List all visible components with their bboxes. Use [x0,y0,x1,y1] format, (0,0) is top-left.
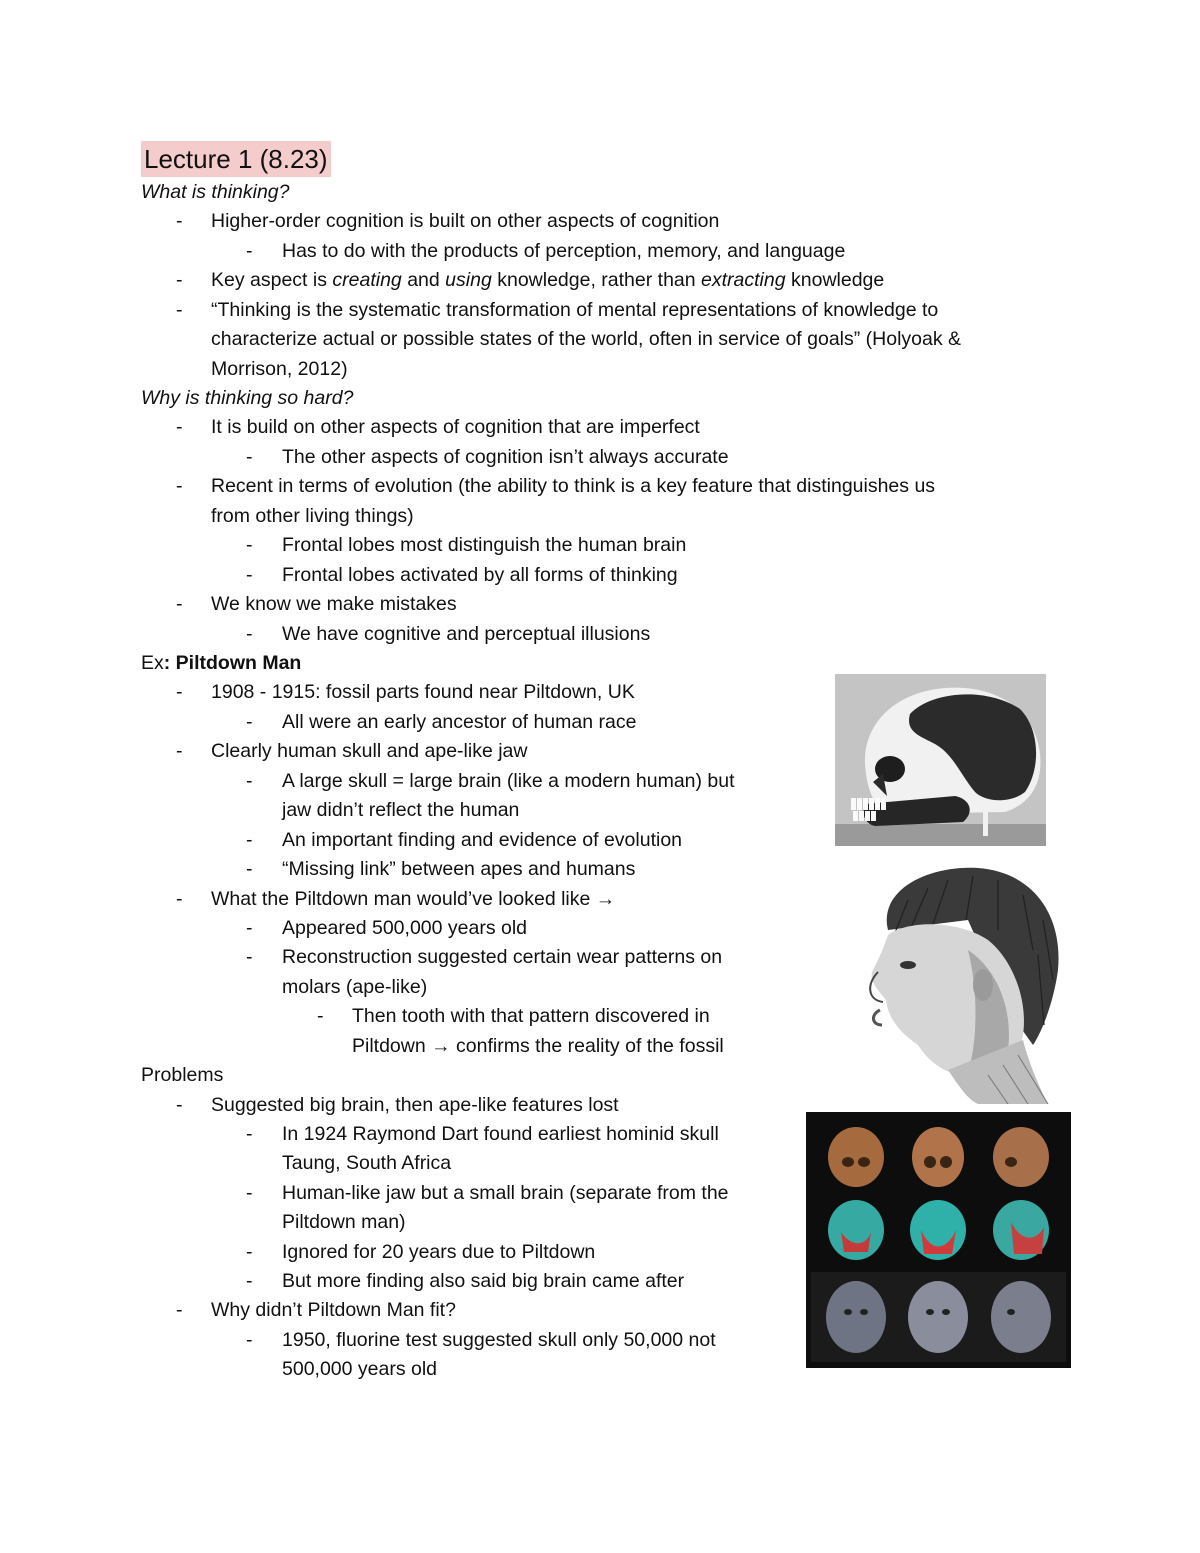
list-item: A large skull = large brain (like a modern human) but [282,770,735,792]
list-item: All were an early ancestor of human race [282,711,637,733]
list-item: Then tooth with that pattern discovered in [352,1005,710,1027]
bullet-dash: - [176,210,183,232]
list-item: Frontal lobes most distinguish the human brain [282,534,687,556]
list-item: We know we make mistakes [211,593,457,615]
piltdown-man-reconstruction-sketch [848,860,1074,1104]
bullet-dash: - [317,1005,324,1027]
list-item: Higher-order cognition is built on other aspects of cognition [211,210,720,232]
list-item: In 1924 Raymond Dart found earliest hominid skull [282,1123,719,1145]
bullet-dash: - [246,623,253,645]
taung-skull-reconstruction-grid [806,1112,1071,1368]
bullet-dash: - [176,740,183,762]
bullet-dash: - [246,946,253,968]
list-item: We have cognitive and perceptual illusions [282,623,651,645]
bullet-dash: - [176,593,183,615]
text-run: knowledge, rather than [497,269,696,291]
list-item: Recent in terms of evolution (the ability to think is a key feature that distinguishes us [211,475,936,497]
bullet-dash: - [246,917,253,939]
list-item: Why didn’t Piltdown Man fit? [211,1299,456,1321]
bullet-dash: - [246,1182,253,1204]
list-item: Appeared 500,000 years old [282,917,528,939]
head-profile-illustration [848,860,1074,1104]
bullet-dash: - [246,240,253,262]
bullet-dash: - [176,1094,183,1116]
bullet-dash: - [246,1329,253,1351]
bullet-dash: - [176,475,183,497]
list-item: 1950, fluorine test suggested skull only 50,000 not [282,1329,716,1351]
list-item-continued: 500,000 years old [282,1358,438,1380]
bullet-dash: - [246,1123,253,1145]
bullet-dash: - [246,1241,253,1263]
list-item: The other aspects of cognition isn’t always accurate [282,446,729,468]
page-title: Lecture 1 (8.23) [141,141,331,177]
bullet-dash: - [246,711,253,733]
bullet-dash: - [246,829,253,851]
list-item-continued: Taung, South Africa [282,1152,452,1174]
bullet-dash: - [176,299,183,321]
list-item [211,266,884,296]
bullet-dash: - [246,446,253,468]
bullet-dash: - [246,564,253,586]
list-item-continued: jaw didn’t reflect the human [282,799,520,821]
piltdown-skull-photo [835,674,1046,846]
text-run: Ex [141,652,164,674]
list-item: Clearly human skull and ape-like jaw [211,740,528,762]
text-run-italic: using [445,269,492,291]
list-item: Has to do with the products of perception, memory, and language [282,240,846,262]
list-item-continued: characterize actual or possible states of the world, often in service of goals” (Holyoak & [211,328,962,350]
list-item-continued: from other living things) [211,505,414,527]
text-run-bold: : Piltdown Man [163,652,302,674]
list-item: “Thinking is the systematic transformation of mental representations of knowledge to [211,299,939,321]
bullet-dash: - [176,681,183,703]
bullet-dash: - [176,888,183,910]
list-item: Frontal lobes activated by all forms of thinking [282,564,678,586]
bullet-dash: - [176,1299,183,1321]
section-heading-why-hard: Why is thinking so hard? [141,387,354,409]
text-run: knowledge [791,269,885,291]
list-item: “Missing link” between apes and humans [282,858,636,880]
bullet-dash: - [176,269,183,291]
list-item-continued: Morrison, 2012) [211,358,348,380]
list-item: Suggested big brain, then ape-like features lost [211,1094,619,1116]
text-run: Key aspect is [211,269,327,291]
section-heading-what-is-thinking: What is thinking? [141,181,290,203]
list-item-continued: molars (ape-like) [282,976,428,998]
list-item: What the Piltdown man would’ve looked like → [211,888,616,910]
text-run: and [407,269,440,291]
text-run-italic: extracting [701,269,786,291]
list-item: It is build on other aspects of cognition that are imperfect [211,416,700,438]
list-item: Ignored for 20 years due to Piltdown [282,1241,596,1263]
list-item-continued: Piltdown man) [282,1211,406,1233]
list-item-continued: Piltdown → confirms the reality of the fossil [352,1035,724,1057]
bullet-dash: - [246,770,253,792]
section-heading-piltdown [141,649,301,679]
text-run-italic: creating [332,269,402,291]
section-heading-problems: Problems [141,1064,224,1086]
bullet-dash: - [176,416,183,438]
list-item: 1908 - 1915: fossil parts found near Piltdown, UK [211,681,635,703]
reconstruction-grid-illustration [806,1112,1071,1368]
bullet-dash: - [246,858,253,880]
list-item: Human-like jaw but a small brain (separate from the [282,1182,729,1204]
bullet-dash: - [246,1270,253,1292]
bullet-dash: - [246,534,253,556]
skull-illustration [835,674,1046,846]
list-item: Reconstruction suggested certain wear patterns on [282,946,723,968]
list-item: But more finding also said big brain came after [282,1270,685,1292]
list-item: An important finding and evidence of evolution [282,829,683,851]
